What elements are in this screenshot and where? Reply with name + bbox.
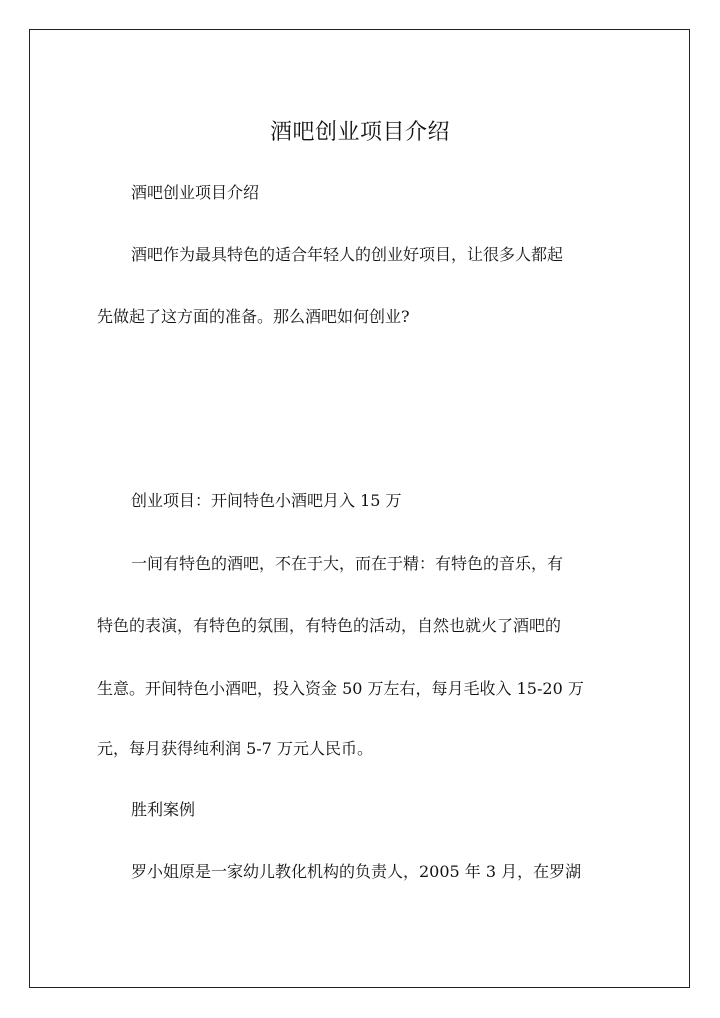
paragraph-line: 先做起了这方面的准备。那么酒吧如何创业?	[97, 307, 410, 326]
paragraph-line: 生意。开间特色小酒吧，投入资金 50 万左右，每月毛收入 15-20 万	[97, 679, 584, 698]
paragraph-line: 酒吧作为最具特色的适合年轻人的创业好项目，让很多人都起	[131, 245, 564, 264]
document-title: 酒吧创业项目介绍	[269, 120, 450, 145]
paragraph-line: 特色的表演，有特色的氛围，有特色的活动，自然也就火了酒吧的	[97, 616, 562, 635]
paragraph-line: 元，每月获得纯利润 5-7 万元人民币。	[97, 739, 373, 758]
section-heading: 胜利案例	[131, 800, 196, 819]
section-heading: 创业项目：开间特色小酒吧月入 15 万	[131, 491, 402, 510]
subtitle-line: 酒吧创业项目介绍	[131, 183, 260, 202]
paragraph-line: 一间有特色的酒吧，不在于大，而在于精：有特色的音乐，有	[131, 554, 564, 573]
paragraph-line: 罗小姐原是一家幼儿教化机构的负责人，2005 年 3 月，在罗湖	[131, 862, 582, 881]
